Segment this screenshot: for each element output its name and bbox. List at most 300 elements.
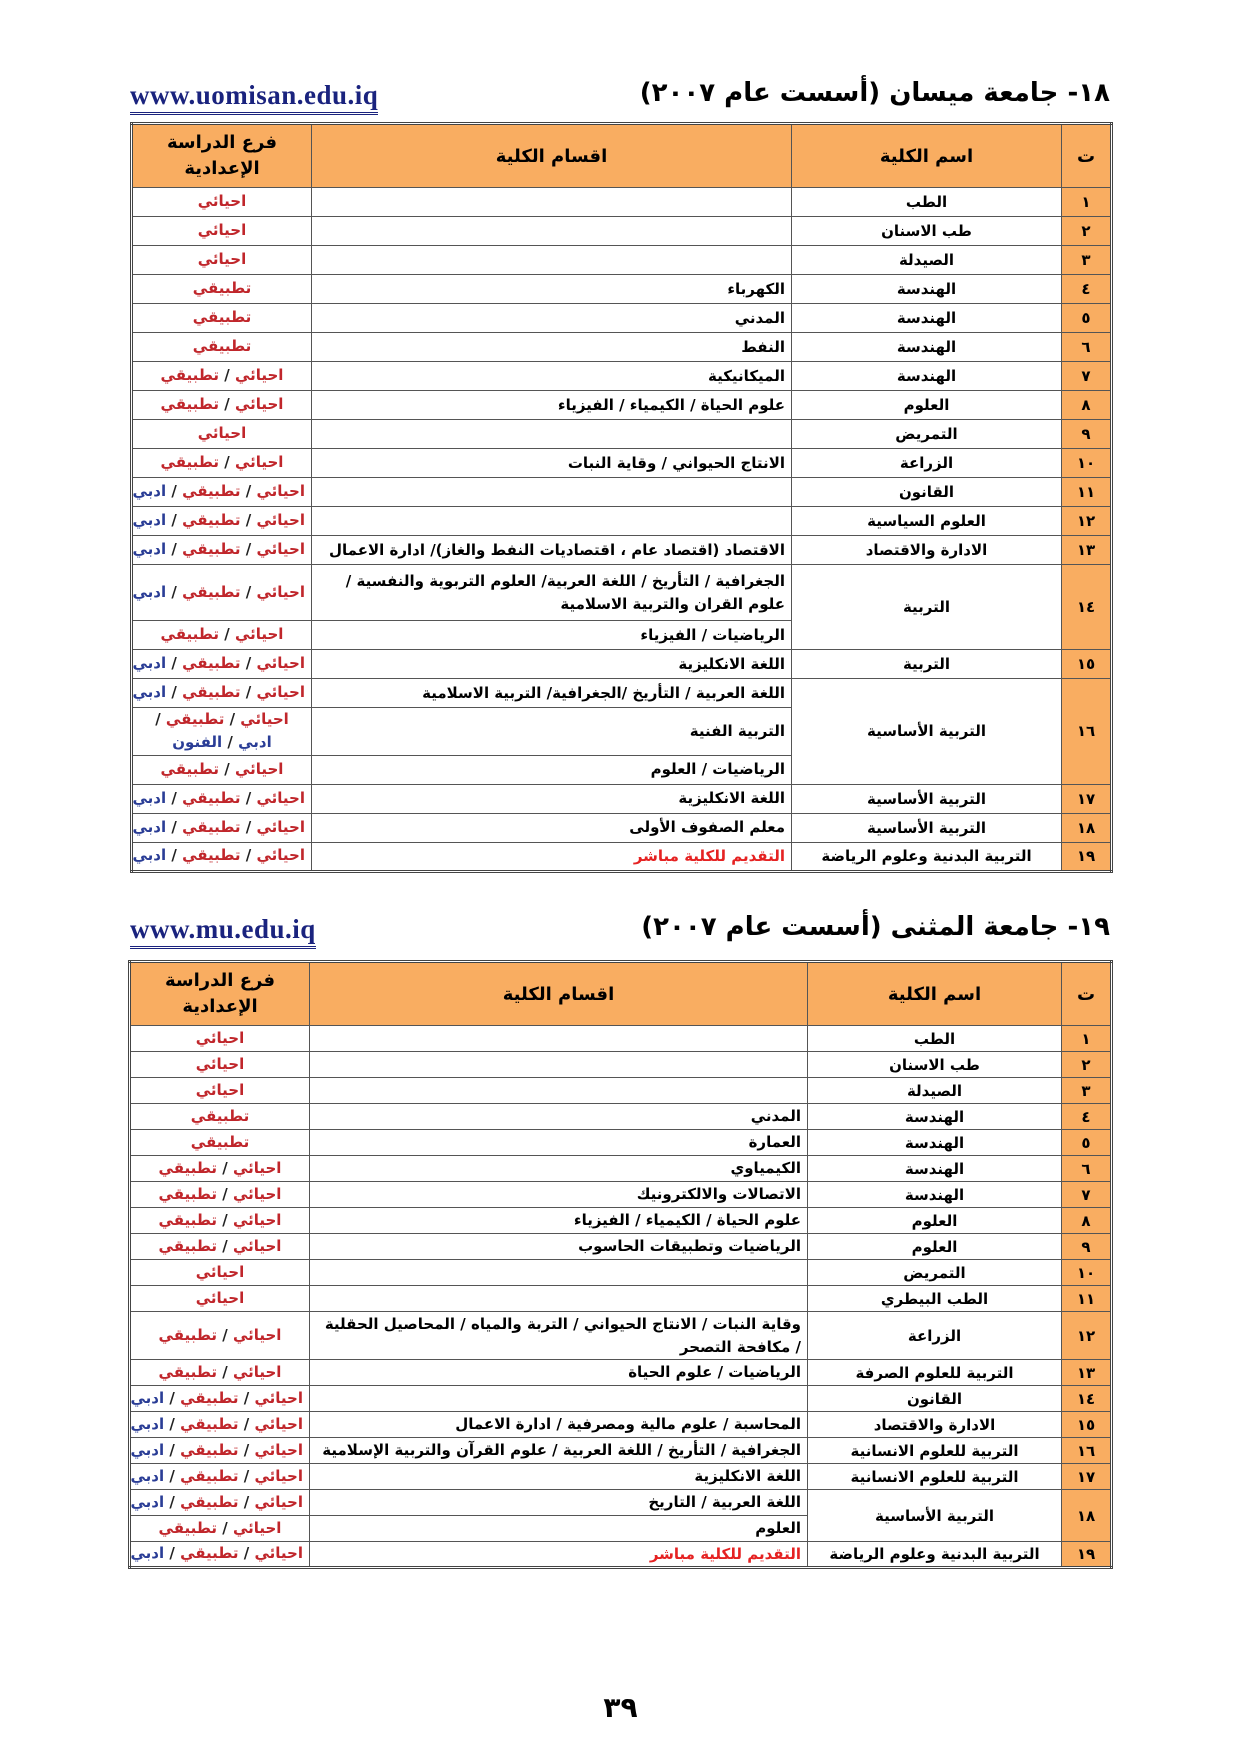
table-row [132,275,1112,304]
section1-url[interactable]: www.uomisan.edu.iq [130,80,378,115]
study-branch [130,1312,310,1360]
college-name: التربية [792,650,1062,679]
departments: الاقتصاد (اقتصاد عام ، اقتصاديات النفط والغاز)/ ادارة الاعمال [312,536,792,565]
departments: الرياضيات / الفيزياء [312,621,792,650]
branch-separator: / [238,1466,255,1485]
header-branch [132,124,312,188]
row-number: ١٠ [1062,449,1112,478]
departments: علوم الحياة / الكيمياء / الفيزياء [310,1208,808,1234]
college-name: التربية الأساسية [792,784,1062,813]
section1-table [130,122,1113,873]
branch-separator: / [219,759,235,778]
college-name: الصيدلة [792,246,1062,275]
header-departments: اقسام الكلية [310,962,808,1026]
row-number: ٤ [1062,275,1112,304]
table-row [130,1182,1112,1208]
section1-header [130,78,1110,118]
branch-biology: احيائي [254,1440,303,1459]
study-branch [132,188,312,217]
section2-table-body [130,1026,1112,1568]
college-name: التربية الأساسية [808,1490,1062,1542]
table-row [132,813,1112,842]
branch-applied: تطبيقي [182,540,241,559]
study-branch [130,1286,310,1312]
departments: العلوم [310,1516,808,1542]
college-name: التربية للعلوم الانسانية [808,1464,1062,1490]
college-name: التربية الأساسية [792,679,1062,785]
college-name: التربية [792,565,1062,650]
branch-separator: / [166,846,183,865]
table-header-row [130,962,1112,1026]
study-branch [130,1078,310,1104]
section2-table [128,960,1113,1569]
branch-biology: احيائي [256,540,305,559]
branch-literary: ادبي [130,1544,165,1563]
departments: التقديم للكلية مباشر [312,842,792,871]
college-name: التمريض [792,420,1062,449]
branch-applied: تطبيقي [190,1132,250,1151]
branch-biology: احيائي [254,1414,303,1433]
departments: اللغة العربية / التاريخ [310,1490,808,1516]
header-college: اسم الكلية [808,962,1062,1026]
departments: الرياضيات / علوم الحياة [310,1360,808,1386]
row-number: ٦ [1062,1156,1112,1182]
departments [310,1078,808,1104]
branch-separator: / [219,453,235,472]
departments: الرياضيات / العلوم [312,755,792,784]
row-number: ١٨ [1062,813,1112,842]
study-branch [130,1260,310,1286]
study-branch [130,1130,310,1156]
branch-separator: / [217,1184,233,1203]
row-number: ١٣ [1062,1360,1112,1386]
study-branch [132,842,312,871]
branch-biology: احيائي [254,1492,303,1511]
branch-applied: تطبيقي [160,625,219,644]
study-branch [132,246,312,275]
table-row [132,679,1112,708]
row-number: ٩ [1062,1234,1112,1260]
college-name: الزراعة [792,449,1062,478]
branch-applied: تطبيقي [160,395,219,414]
branch-separator: / [240,582,257,601]
branch-separator: / [166,540,183,559]
departments: الانتاج الحيواني / وقاية النبات [312,449,792,478]
row-number: ١٨ [1062,1490,1112,1542]
table-row [130,1438,1112,1464]
row-number: ٣ [1062,246,1112,275]
branch-biology: احيائي [256,683,305,702]
row-number: ٥ [1062,304,1112,333]
study-branch [132,621,312,650]
branch-literary: ادبي [130,1414,165,1433]
branch-separator: / [219,395,235,414]
college-name: الهندسة [792,304,1062,333]
college-name: العلوم [808,1208,1062,1234]
row-number: ١٥ [1062,650,1112,679]
departments: المحاسبة / علوم مالية ومصرفية / ادارة الاعمال [310,1412,808,1438]
branch-separator: / [217,1325,233,1344]
branch-biology: احيائي [232,1236,282,1255]
row-number: ٢ [1062,217,1112,246]
table-row [130,1312,1112,1360]
branch-biology: احيائي [232,1518,282,1537]
branch-separator: / [166,482,183,501]
college-name: الطب [792,188,1062,217]
branch-separator: / [240,482,257,501]
college-name: الطب [808,1026,1062,1052]
branch-biology: احيائي [234,453,284,472]
departments: الميكانيكية [312,362,792,391]
row-number: ٤ [1062,1104,1112,1130]
header-branch [130,962,310,1026]
branch-literary: ادبي [132,540,167,559]
study-branch [130,1490,310,1516]
table-row [130,1490,1112,1516]
branch-separator: / [240,540,257,559]
branch-separator: / [238,1492,255,1511]
branch-separator: / [222,733,239,752]
college-name: الادارة والاقتصاد [792,536,1062,565]
branch-literary: ادبي [132,482,167,501]
table-row [130,1208,1112,1234]
branch-literary: ادبي [130,1466,165,1485]
row-number: ١ [1062,1026,1112,1052]
branch-applied: تطبيقي [182,788,241,807]
branch-separator: / [164,1440,181,1459]
branch-biology: احيائي [254,1466,303,1485]
study-branch [130,1182,310,1208]
study-branch [132,565,312,621]
study-branch [132,784,312,813]
row-number: ١٣ [1062,536,1112,565]
departments: الجغرافية / التأريخ / اللغة العربية / علوم القرآن والتربية الإسلامية [310,1438,808,1464]
table-row [132,246,1112,275]
table-row [132,391,1112,420]
branch-biology: احيائي [195,1288,245,1307]
college-name: العلوم [792,391,1062,420]
row-number: ١٩ [1062,1542,1112,1568]
departments [312,420,792,449]
table-row [132,362,1112,391]
branch-literary: ادبي [130,1440,165,1459]
branch-biology: احيائي [256,817,305,836]
departments: التربية الفنية [312,708,792,756]
branch-applied: تطبيقي [158,1184,217,1203]
branch-separator: / [155,710,166,728]
row-number: ٥ [1062,1130,1112,1156]
departments: التقديم للكلية مباشر [310,1542,808,1568]
branch-literary: ادبي [130,1388,165,1407]
row-number: ١٦ [1062,679,1112,785]
college-name: الهندسة [808,1156,1062,1182]
section1-table-body [132,188,1112,872]
row-number: ٣ [1062,1078,1112,1104]
header-num: ت [1062,962,1112,1026]
departments: النفط [312,333,792,362]
section2-header [130,912,1110,952]
branch-biology: احيائي [234,625,284,644]
branch-biology: احيائي [234,395,284,414]
study-branch [132,679,312,708]
branch-separator: / [164,1414,181,1433]
header-branch-line2: الإعدادية [184,158,260,179]
departments: علوم الحياة / الكيمياء / الفيزياء [312,391,792,420]
branch-biology: احيائي [195,1028,245,1047]
study-branch [132,304,312,333]
branch-biology: احيائي [256,846,305,865]
college-name: الزراعة [808,1312,1062,1360]
branch-separator: / [166,788,183,807]
branch-applied: تطبيقي [182,482,241,501]
branch-separator: / [166,654,183,673]
study-branch [132,478,312,507]
departments: وقاية النبات / الانتاج الحيواني / التربة والمياه / المحاصيل الحقلية / مكافحة التصحر [310,1312,808,1360]
study-branch [130,1412,310,1438]
branch-applied: تطبيقي [180,1388,239,1407]
table-row [130,1260,1112,1286]
table-row [130,1130,1112,1156]
branch-literary: ادبي [132,788,167,807]
row-number: ٧ [1062,362,1112,391]
header-college: اسم الكلية [792,124,1062,188]
branch-literary: ادبي [132,654,167,673]
branch-applied: تطبيقي [158,1362,217,1381]
branch-biology: احيائي [197,424,247,443]
branch-literary: ادبي [132,511,167,530]
table-row [130,1026,1112,1052]
study-branch [130,1438,310,1464]
branch-applied: تطبيقي [158,1158,217,1177]
college-name: الهندسة [792,333,1062,362]
departments [312,217,792,246]
study-branch [132,217,312,246]
departments [310,1286,808,1312]
college-name: التربية البدنية وعلوم الرياضة [792,842,1062,871]
row-number: ٧ [1062,1182,1112,1208]
row-number: ١٢ [1062,507,1112,536]
branch-biology: احيائي [195,1262,245,1281]
row-number: ١٤ [1062,565,1112,650]
branch-separator: / [238,1388,255,1407]
branch-biology: احيائي [232,1158,282,1177]
branch-biology: احيائي [197,192,247,211]
study-branch [130,1156,310,1182]
branch-applied: تطبيقي [160,759,219,778]
table-row [132,478,1112,507]
row-number: ٨ [1062,1208,1112,1234]
branch-applied: تطبيقي [182,846,241,865]
branch-separator: / [240,846,257,865]
branch-separator: / [164,1388,181,1407]
study-branch [130,1104,310,1130]
branch-applied: تطبيقي [158,1210,217,1229]
table-row [130,1078,1112,1104]
departments [312,478,792,507]
table-row [130,1464,1112,1490]
college-name: طب الاسنان [808,1052,1062,1078]
college-name: طب الاسنان [792,217,1062,246]
branch-biology: احيائي [256,511,305,530]
branch-literary: ادبي [132,817,167,836]
table-row [130,1104,1112,1130]
college-name: الادارة والاقتصاد [808,1412,1062,1438]
row-number: ١٩ [1062,842,1112,871]
table-row [132,565,1112,621]
branch-separator: / [238,1544,255,1563]
college-name: القانون [808,1386,1062,1412]
departments: الكهرباء [312,275,792,304]
college-name: الهندسة [792,362,1062,391]
section2-url[interactable]: www.mu.edu.iq [130,914,316,949]
college-name: الهندسة [808,1182,1062,1208]
college-name: العلوم [808,1234,1062,1260]
branch-biology: احيائي [234,759,284,778]
table-row [130,1386,1112,1412]
branch-separator: / [219,366,235,385]
table-row [132,304,1112,333]
departments: اللغة الانكليزية [312,784,792,813]
row-number: ٩ [1062,420,1112,449]
departments: اللغة الانكليزية [312,650,792,679]
branch-separator: / [217,1236,233,1255]
study-branch [130,1026,310,1052]
branch-literary: ادبي [132,846,167,865]
study-branch [130,1386,310,1412]
study-branch [132,391,312,420]
row-number: ١٥ [1062,1412,1112,1438]
section2-title: ١٩- جامعة المثنى (أسست عام ٢٠٠٧) [641,912,1110,942]
branch-biology: احيائي [197,250,247,269]
study-branch [132,333,312,362]
table-row [132,217,1112,246]
college-name: الهندسة [808,1104,1062,1130]
departments [312,246,792,275]
branch-separator: / [240,788,257,807]
departments: اللغة الانكليزية [310,1464,808,1490]
row-number: ١٧ [1062,784,1112,813]
study-branch [132,813,312,842]
branch-applied: تطبيقي [160,453,219,472]
branch-separator: / [240,817,257,836]
branch-separator: / [164,1466,181,1485]
branch-biology: احيائي [256,482,305,501]
row-number: ١٢ [1062,1312,1112,1360]
branch-separator: / [164,1544,181,1563]
table-row [132,420,1112,449]
branch-separator: / [166,511,183,530]
table-row [130,1052,1112,1078]
header-branch-line1: فرع الدراسة [164,969,276,991]
branch-separator: / [240,654,257,673]
branch-separator: / [219,625,235,644]
branch-biology: احيائي [197,221,247,240]
table-row [132,784,1112,813]
college-name: التربية للعلوم الصرفة [808,1360,1062,1386]
table-header-row [132,124,1112,188]
row-number: ٦ [1062,333,1112,362]
branch-applied: تطبيقي [182,511,241,530]
branch-literary: ادبي [130,1492,165,1511]
branch-applied: تطبيقي [180,1414,239,1433]
branch-separator: / [240,511,257,530]
branch-literary: ادبي [238,733,272,752]
study-branch [132,449,312,478]
branch-biology: احيائي [232,1362,282,1381]
table-row [130,1156,1112,1182]
college-name: التربية البدنية وعلوم الرياضة [808,1542,1062,1568]
departments [310,1260,808,1286]
branch-applied: تطبيقي [192,279,252,298]
header-num: ت [1062,124,1112,188]
departments [310,1386,808,1412]
departments: معلم الصفوف الأولى [312,813,792,842]
study-branch [132,536,312,565]
branch-separator: / [238,1440,255,1459]
study-branch [130,1542,310,1568]
branch-biology: احيائي [234,366,284,385]
college-name: التربية للعلوم الانسانية [808,1438,1062,1464]
branch-separator: / [217,1362,233,1381]
branch-biology: احيائي [195,1054,245,1073]
college-name: الهندسة [792,275,1062,304]
study-branch [132,650,312,679]
college-name: الصيدلة [808,1078,1062,1104]
college-name: الهندسة [808,1130,1062,1156]
departments: الكيمياوي [310,1156,808,1182]
departments [310,1052,808,1078]
branch-biology: احيائي [254,1388,303,1407]
branch-separator: / [224,710,241,728]
row-number: ٢ [1062,1052,1112,1078]
branch-literary: ادبي [132,683,167,702]
departments: الرياضيات وتطبيقات الحاسوب [310,1234,808,1260]
branch-biology: احيائي [256,654,305,673]
table-row [130,1412,1112,1438]
departments: المدني [312,304,792,333]
header-departments: اقسام الكلية [312,124,792,188]
college-name: القانون [792,478,1062,507]
branch-separator: / [240,683,257,702]
branch-applied: تطبيقي [182,654,241,673]
study-branch [130,1360,310,1386]
study-branch [130,1234,310,1260]
branch-applied: تطبيقي [165,710,225,728]
branch-applied: تطبيقي [182,817,241,836]
study-branch [130,1464,310,1490]
branch-applied: تطبيقي [182,582,241,601]
row-number: ١١ [1062,478,1112,507]
departments: اللغة العربية / التأريخ /الجغرافية/ التربية الاسلامية [312,679,792,708]
college-name: العلوم السياسية [792,507,1062,536]
branch-biology: احيائي [232,1210,282,1229]
header-branch-line2: الإعدادية [182,996,258,1017]
branch-biology: احيائي [256,788,305,807]
departments: الجغرافية / التأريخ / اللغة العربية/ العلوم التربوية والنفسية / علوم القران والتربية الاسلامية [312,565,792,621]
college-name: الطب البيطري [808,1286,1062,1312]
table-row [130,1286,1112,1312]
branch-separator: / [238,1414,255,1433]
table-row [130,1234,1112,1260]
branch-separator: / [164,1492,181,1511]
study-branch [132,708,312,756]
branch-applied: تطبيقي [180,1466,239,1485]
branch-biology: احيائي [240,710,289,728]
departments: العمارة [310,1130,808,1156]
branch-applied: تطبيقي [182,683,241,702]
study-branch [132,507,312,536]
table-row [132,333,1112,362]
